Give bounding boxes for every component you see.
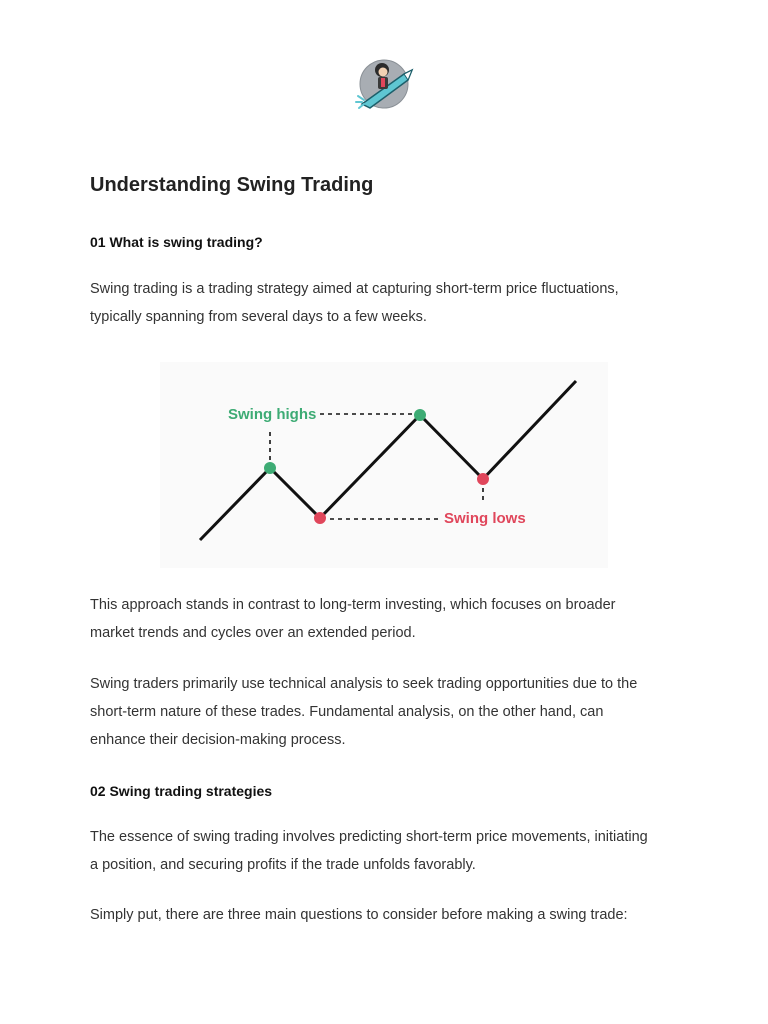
swing-highs-lows-diagram	[160, 362, 608, 568]
page-title: Understanding Swing Trading	[90, 174, 374, 196]
section-heading-swing-trading-strategies: 02 Swing trading strategies	[90, 783, 273, 799]
paragraph-line: The essence of swing trading involves predicting short-term price movements, initiating	[90, 829, 648, 845]
paragraph-line: Swing traders primarily use technical analysis to seek trading opportunities due to the	[90, 676, 638, 692]
paragraph-definition	[90, 275, 690, 331]
swing-low-point	[314, 512, 326, 524]
paragraph-line: Swing trading is a trading strategy aimed at capturing short-term price fluctuations,	[90, 281, 619, 297]
section-heading-what-is-swing-trading: 01 What is swing trading?	[90, 234, 263, 250]
paragraph-technical-analysis	[90, 670, 690, 754]
swing-highs-label: Swing highs	[228, 406, 317, 423]
swing-high-point	[414, 409, 426, 421]
paragraph-line: This approach stands in contrast to long-term investing, which focuses on broader	[90, 597, 616, 613]
paragraph-line: a position, and securing profits if the trade unfolds favorably.	[90, 857, 476, 873]
paragraph-line: Simply put, there are three main questions to consider before making a swing trade:	[90, 907, 628, 923]
swing-high-point	[264, 462, 276, 474]
swing-lows-label: Swing lows	[444, 510, 526, 527]
logo-icon	[354, 54, 418, 114]
swing-low-point	[477, 473, 489, 485]
paragraph-three-questions	[90, 901, 690, 929]
rocket-rider-logo	[354, 54, 418, 114]
paragraph-line: market trends and cycles over an extended period.	[90, 625, 416, 641]
paragraph-line: typically spanning from several days to a few weeks.	[90, 309, 427, 325]
paragraph-line: enhance their decision-making process.	[90, 732, 346, 748]
paragraph-line: short-term nature of these trades. Fundamental analysis, on the other hand, can	[90, 704, 604, 720]
paragraph-essence	[90, 823, 690, 879]
paragraph-contrast	[90, 591, 690, 647]
